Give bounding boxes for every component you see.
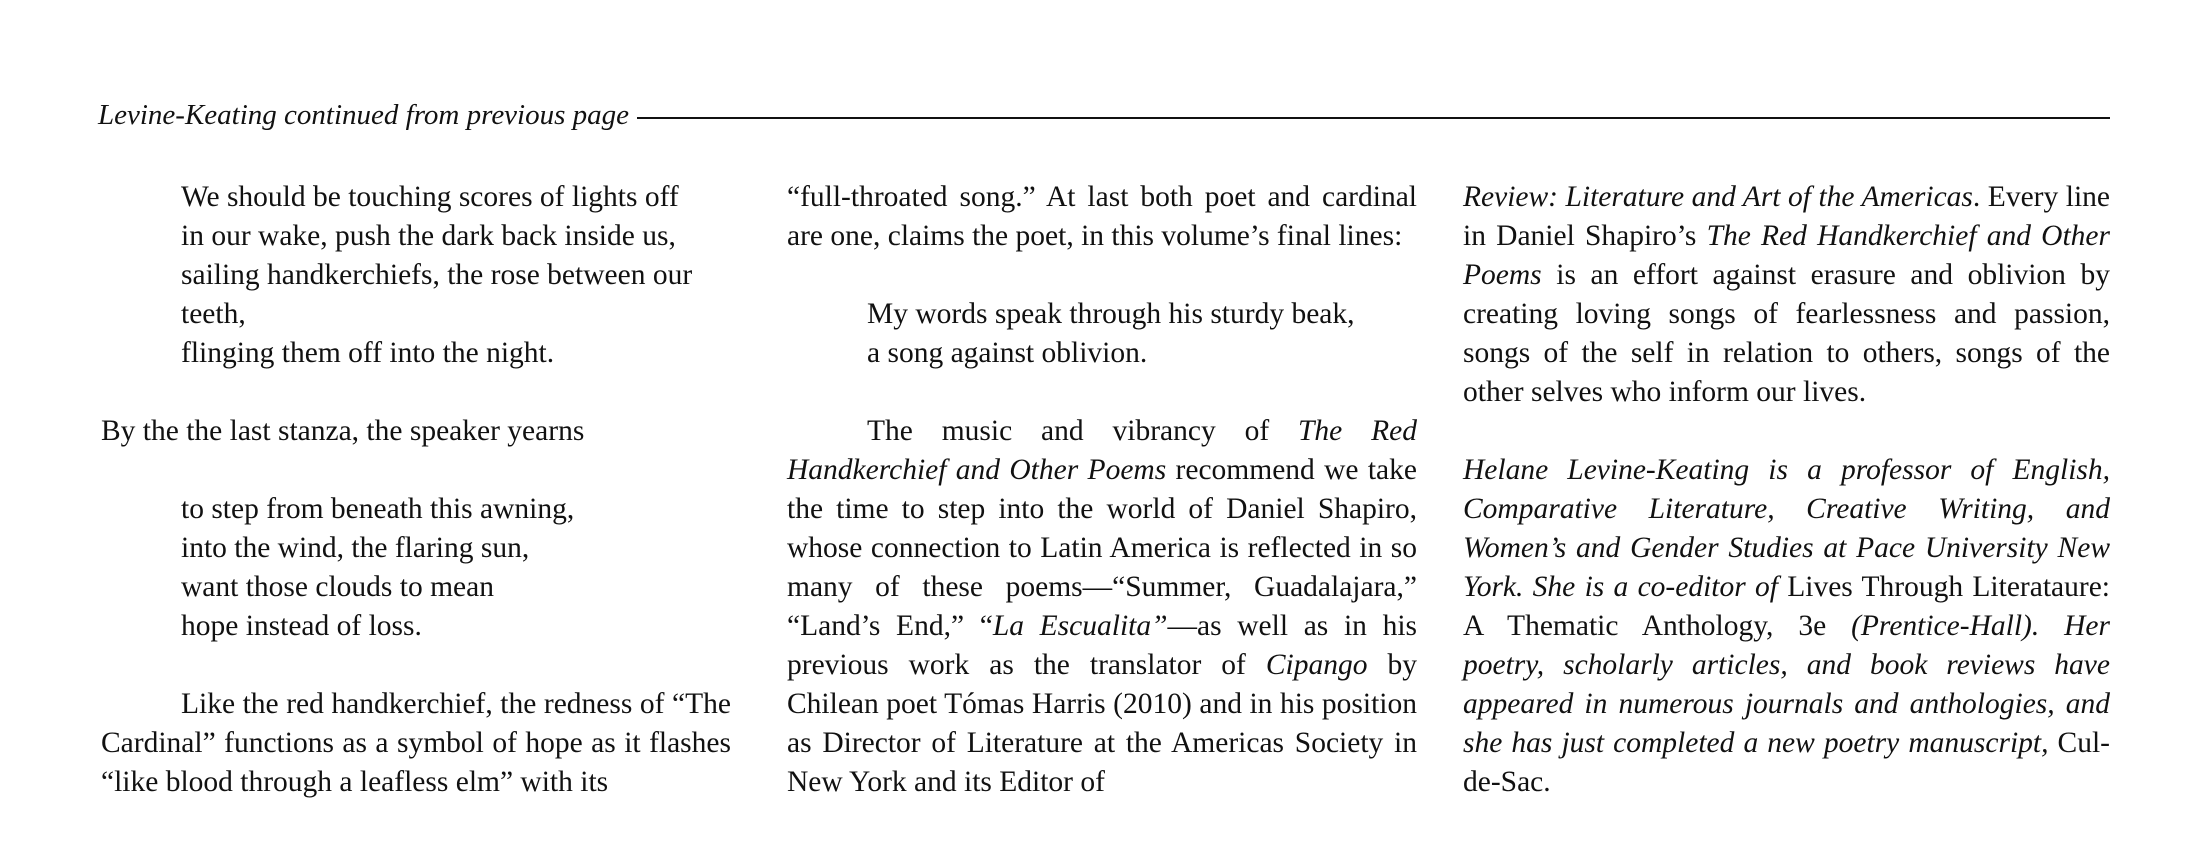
text-run: . Every line in Daniel Shapiro’s [1463,181,2110,252]
paragraph-intro: “full-throated song.” At last both poet and cardinal are one, claims the poet, in this volume’s final lines: [787,181,1417,252]
verse-block-3 [867,295,1417,373]
verse-line: hope instead of loss. [181,610,422,642]
verse-line: a song against oblivion. [867,337,1148,369]
column-3 [1463,178,2110,802]
book-title: The Red Handkerchief and Other Poems [1463,220,2110,291]
verse-line: My words speak through his sturdy beak, [867,298,1355,330]
verse-line: want those clouds to mean [181,571,494,603]
journal-title: Review: Literature and Art of the Americas [1463,181,1973,213]
bio-text: (Prentice-Hall). Her poetry, scholarly articles, and book reviews have appeared in numerous journals and anthologies, and she has just completed a new poetry manuscript, [1463,610,2111,759]
poem-title: La Escualita” [992,610,1168,642]
verse-line: in our wake, push the dark back inside us, [181,220,676,252]
book-title: The Red Handkerchief and Other Poems [787,415,1417,486]
text-run: by Chilean poet Tómas Harris (2010) and in his position as Director of Literature at the Americas Society in New York and its Editor of [787,649,1418,798]
bio-manuscript-title: Cul-de-Sac [1463,727,2110,798]
bio-text: Helane Levine-Keating is a professor of English, Comparative Literature, Creative Writing, and Women’s and Gender Studies at Pace University New York. She is a co-editor of [1463,454,2110,603]
book-title: Cipango [1265,649,1368,681]
bio-book-title: Lives Through Literataure: A Thematic Anthology, 3e [1463,571,2110,642]
verse-line: to step from beneath this awning, [181,493,575,525]
running-head-rule [637,117,2110,119]
column-2 [787,178,1417,802]
verse-block-2 [181,490,731,646]
bio-end: . [1543,766,1551,798]
text-run: —as well as in his previous work as the translator of [787,610,1418,681]
paragraph-review [1463,178,2110,412]
verse-line: We should be touching scores of lights off [181,181,679,213]
verse-line: flinging them off into the night. [181,337,555,369]
column-1 [101,178,731,802]
running-head [98,95,2110,135]
paragraph-music [787,412,1417,802]
author-bio [1463,451,2110,802]
text-run: recommend we take the time to step into the world of Daniel Shapiro, whose connection to Latin America is reflected in so many of these poems—“Summer, Guadalajara,” “Land’s End,” “ [787,454,1417,642]
verse-line: into the wind, the flaring sun, [181,532,530,564]
verse-line: sailing handkerchiefs, the rose between our [181,259,693,291]
verse-line: teeth, [181,298,246,330]
text-run: The music and vibrancy of [867,415,1299,447]
running-head-label: Levine-Keating continued from previous page [98,98,630,131]
verse-block-1 [181,178,731,373]
paragraph-cardinal: Like the red handkerchief, the redness of “The Cardinal” functions as a symbol of hope as it flashes “like blood through a leafless elm” with its [101,688,731,798]
transition-line: By the the last stanza, the speaker yearns [101,415,585,447]
text-run: is an effort against erasure and oblivion by creating loving songs of fearlessness and passion, songs of the self in relation to others, songs of the other selves who inform our lives. [1463,259,2110,408]
